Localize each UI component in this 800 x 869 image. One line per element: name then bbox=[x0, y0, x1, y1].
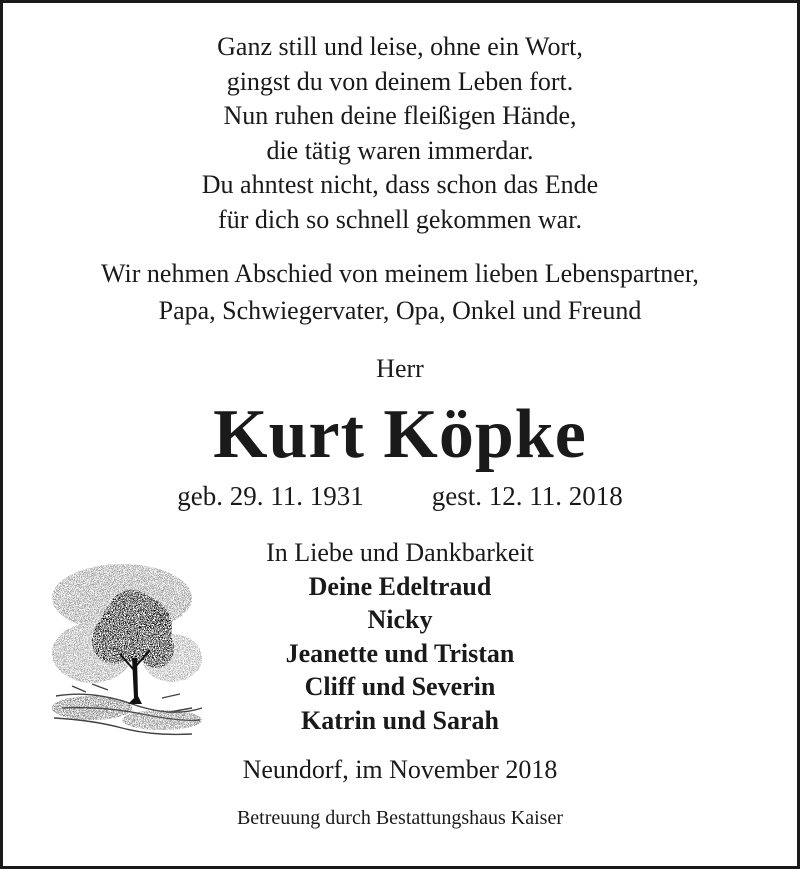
undertaker-note: Betreuung durch Bestattungshaus Kaiser bbox=[236, 807, 564, 829]
farewell-text bbox=[0, 255, 800, 329]
deceased-name: Kurt Köpke bbox=[213, 396, 587, 473]
poem bbox=[0, 30, 800, 237]
life-dates bbox=[0, 479, 800, 513]
poem-line: die tätig waren immerdar. bbox=[266, 135, 534, 165]
mourner-name: Nicky bbox=[367, 605, 433, 634]
mourner-name: Katrin und Sarah bbox=[301, 705, 499, 735]
death-date: gest. 12. 11. 2018 bbox=[431, 481, 623, 511]
place-and-date: Neundorf, im November 2018 bbox=[242, 755, 558, 784]
poem-line: Nun ruhen deine fleißigen Hände, bbox=[223, 101, 577, 130]
mourner-name: Jeanette und Tristan bbox=[285, 638, 515, 668]
poem-line: Ganz still und leise, ohne ein Wort, bbox=[217, 32, 583, 61]
birth-date: geb. 29. 11. 1931 bbox=[177, 481, 364, 511]
mourners bbox=[0, 536, 800, 737]
mourners-intro: In Liebe und Dankbarkeit bbox=[266, 538, 534, 567]
mourner-name: Deine Edeltraud bbox=[308, 571, 492, 601]
mourner-name: Cliff und Severin bbox=[304, 672, 496, 701]
poem-line: Du ahntest nicht, dass schon das Ende bbox=[201, 170, 599, 199]
farewell-line-2: Papa, Schwiegervater, Opa, Onkel und Freund bbox=[158, 296, 642, 325]
farewell-line-1: Wir nehmen Abschied von meinem lieben Lebenspartner, bbox=[101, 259, 699, 288]
honorific: Herr bbox=[376, 354, 424, 383]
poem-line: gingst du von deinem Leben fort. bbox=[226, 66, 574, 96]
poem-line: für dich so schnell gekommen war. bbox=[218, 204, 582, 234]
